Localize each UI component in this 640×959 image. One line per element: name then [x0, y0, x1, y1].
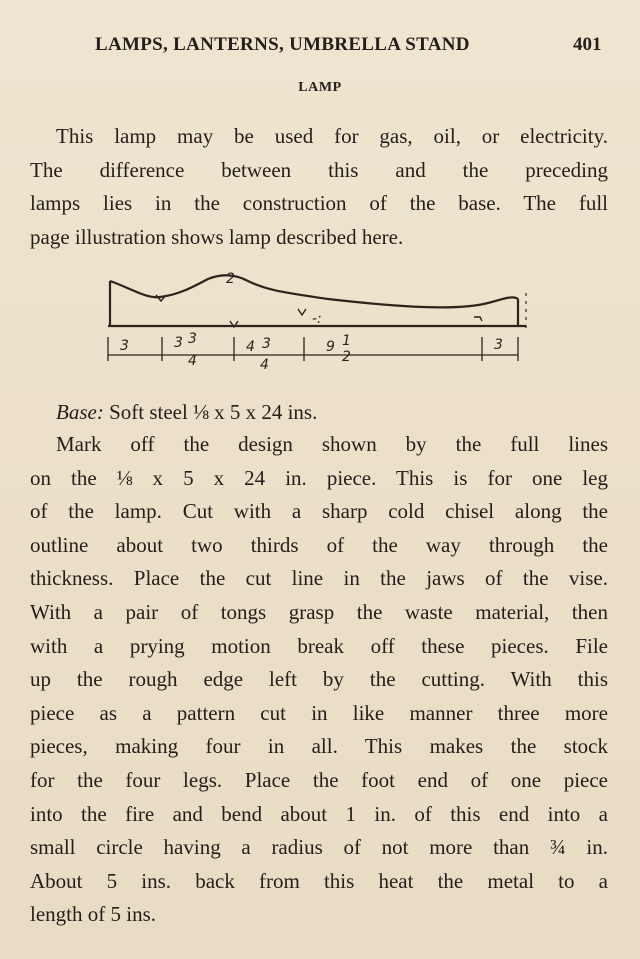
dim-label: -:: [312, 311, 322, 327]
body-line-2: on the ⅛ x 5 x 24 in. piece. This is for one leg: [30, 465, 608, 490]
body-line-15: length of 5 ins.: [30, 902, 156, 927]
lamp-leg-outline-svg: [98, 265, 548, 380]
dim-label: 3: [494, 337, 503, 353]
dim-label: 3: [188, 331, 197, 347]
body-line-14: About 5 ins. back from this heat the metal to a: [30, 868, 608, 893]
body-line-8: up the rough edge left by the cutting. With this: [30, 667, 608, 692]
intro-line-2: The difference between this and the preceding: [30, 157, 608, 182]
dim-label: 3: [174, 335, 183, 351]
body-paragraph: [30, 428, 608, 932]
body-line-9: piece as a pattern cut in like manner three more: [30, 700, 608, 725]
intro-paragraph: [30, 120, 608, 254]
body-line-12: into the fire and bend about 1 in. of this end into a: [30, 801, 608, 826]
dim-label: 3: [120, 338, 129, 354]
dim-label: 1: [342, 333, 351, 349]
body-line-3: of the lamp. Cut with a sharp cold chisel along the: [30, 499, 608, 524]
body-line-6: With a pair of tongs grasp the waste material, then: [30, 599, 608, 624]
dim-label: 4: [260, 357, 269, 373]
lamp-leg-pattern-drawing: [98, 265, 548, 380]
pattern-tick-mark: [298, 309, 306, 315]
dim-label: 4: [246, 339, 255, 355]
pattern-tick-mark: [474, 317, 482, 321]
body-line-4: outline about two thirds of the way through the: [30, 532, 608, 557]
base-spec-label: Base:: [56, 400, 104, 424]
body-line-10: pieces, making four in all. This makes the stock: [30, 734, 608, 759]
body-line-11: for the four legs. Place the foot end of one piece: [30, 767, 608, 792]
dim-label: 2: [226, 271, 235, 287]
dim-label: 2: [342, 349, 351, 365]
pattern-outline-curve: [110, 275, 518, 307]
body-line-7: with a prying motion break off these pieces. File: [30, 633, 608, 658]
dim-label: 4: [188, 353, 197, 369]
base-spec: [56, 396, 317, 430]
intro-line-1: This lamp may be used for gas, oil, or electricity.: [56, 124, 608, 148]
body-line-5: thickness. Place the cut line in the jaws of the vise.: [30, 566, 608, 591]
base-spec-text: Soft steel ⅛ x 5 x 24 ins.: [109, 400, 318, 424]
dim-label: 9: [326, 339, 335, 355]
intro-line-3: lamps lies in the construction of the base. The full: [30, 191, 608, 216]
running-head-title: LAMPS, LANTERNS, UMBRELLA STAND: [95, 34, 470, 55]
body-line-1: Mark off the design shown by the full lines: [56, 432, 608, 456]
page-number: 401: [573, 34, 602, 55]
section-title: LAMP: [298, 80, 342, 95]
intro-line-4: page illustration shows lamp described here.: [30, 224, 404, 249]
dim-label: 3: [262, 336, 271, 352]
body-line-13: small circle having a radius of not more than ¾ in.: [30, 835, 608, 860]
